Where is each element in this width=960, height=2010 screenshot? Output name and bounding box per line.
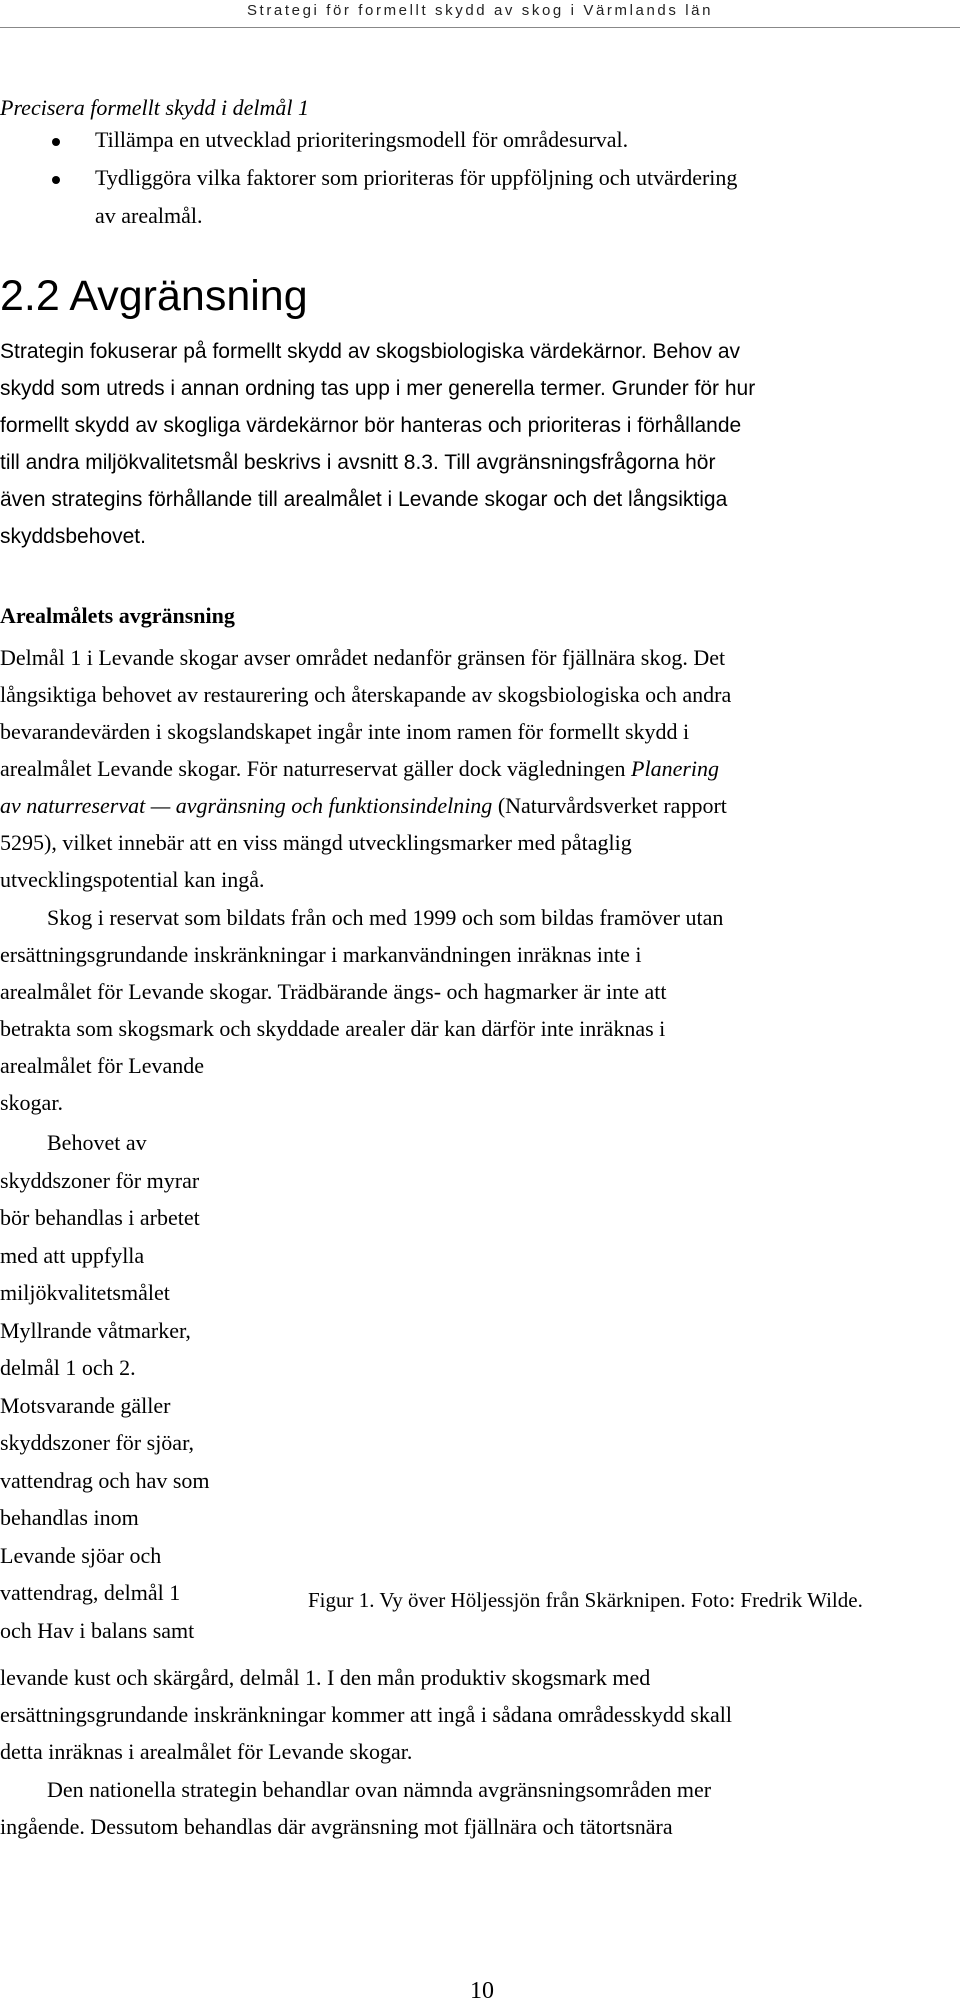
paragraph-line: bör behandlas i arbetet [0,1205,200,1230]
paragraph-line: arealmålet för Levande [0,1053,204,1078]
paragraph-line: skyddsbehovet. [0,525,146,548]
paragraph-line: miljökvalitetsmålet [0,1280,170,1305]
paragraph-line: vattendrag och hav som [0,1467,210,1493]
header-divider [0,27,960,28]
paragraph-line: behandlas inom [0,1505,139,1530]
paragraph-line: betrakta som skogsmark och skyddade arealer där kan därför inte inräknas i [0,1016,666,1041]
paragraph-line [0,793,727,819]
paragraph-line: levande kust och skärgård, delmål 1. I den mån produktiv skogsmark med [0,1665,651,1690]
paragraph-line: vattendrag, delmål 1 [0,1580,181,1605]
figure-caption: Figur 1. Vy över Höljessjön från Skärknipen. Foto: Fredrik Wilde. [308,1588,863,1612]
paragraph-line: delmål 1 och 2. [0,1355,136,1380]
paragraph-line: Myllrande våtmarker, [0,1317,191,1343]
paragraph-line: bevarandevärden i skogslandskapet ingår inte inom ramen för formellt skydd i [0,719,690,744]
paragraph-line: med att uppfylla [0,1242,145,1268]
paragraph-line: skydd som utreds i annan ordning tas upp i mer generella termer. Grunder för hur [0,377,756,400]
paragraph-line [0,756,719,782]
paragraph-line: Skog i reservat som bildats från och med 1999 och som bildas framöver utan [47,905,724,930]
paragraph-line: Levande sjöar och [0,1542,162,1568]
section-heading: 2.2 Avgränsning [0,272,308,320]
text-run: arealmålet Levande skogar. För naturreservat gäller dock vägledningen [0,756,632,781]
paragraph-line: Delmål 1 i Levande skogar avser området nedanför gränsen för fjällnära skog. Det [0,645,726,670]
paragraph-line: långsiktiga behovet av restaurering och återskapande av skogsbiologiska och andra [0,682,732,707]
paragraph-line: utvecklingspotential kan ingå. [0,867,265,892]
paragraph-line: ersättningsgrundande inskränkningar kommer att ingå i sådana områdesskydd skall [0,1702,732,1727]
paragraph-line: Motsvarande gäller [0,1392,171,1418]
bullet-icon [52,138,60,146]
paragraph-line: skogar. [0,1090,63,1115]
paragraph-line: 5295), vilket innebär att en viss mängd utvecklingsmarker med påtaglig [0,830,632,855]
paragraph-line: ingående. Dessutom behandlas där avgränsning mot fjällnära och tätortsnära [0,1814,673,1839]
paragraph-line: skyddszoner för sjöar, [0,1430,195,1455]
paragraph-line: Den nationella strategin behandlar ovan nämnda avgränsningsområden mer [47,1777,712,1802]
bullet-icon [52,176,60,184]
paragraph-line: skyddszoner för myrar [0,1167,200,1193]
paragraph-line: till andra miljökvalitetsmål beskrivs i avsnitt 8.3. Till avgränsningsfrågorna hör [0,451,716,474]
bullet-text: Tydliggöra vilka faktorer som prioriteras för uppföljning och utvärdering [95,165,738,190]
italic-title: av naturreservat — avgränsning och funktionsindelning [0,793,493,818]
paragraph-line: arealmålet för Levande skogar. Trädbärande ängs- och hagmarker är inte att [0,979,667,1004]
paragraph-line: och Hav i balans samt [0,1617,195,1643]
bullet-text: Tillämpa en utvecklad prioriteringsmodell för områdesurval. [95,127,629,152]
paragraph-line: Behovet av [47,1130,147,1155]
italic-title: Planering [631,756,720,781]
subheading-arealmal: Arealmålets avgränsning [0,603,235,628]
paragraph-line: även strategins förhållande till arealmålet i Levande skogar och det långsiktiga [0,488,728,511]
paragraph-line: ersättningsgrundande inskränkningar i markanvändningen inräknas inte i [0,942,642,967]
subheading-precisera: Precisera formellt skydd i delmål 1 [0,95,309,120]
page-number: 10 [470,1978,494,2004]
paragraph-line: formellt skydd av skogliga värdekärnor bör hanteras och prioriteras i förhållande [0,414,742,437]
paragraph-line: detta inräknas i arealmålet för Levande skogar. [0,1739,413,1764]
paragraph-line: Strategin fokuserar på formellt skydd av skogsbiologiska värdekärnor. Behov av [0,340,741,363]
text-run: (Naturvårdsverket rapport [492,793,727,818]
bullet-text: av arealmål. [95,203,203,228]
running-header: Strategi för formellt skydd av skog i Värmlands län [246,2,714,19]
